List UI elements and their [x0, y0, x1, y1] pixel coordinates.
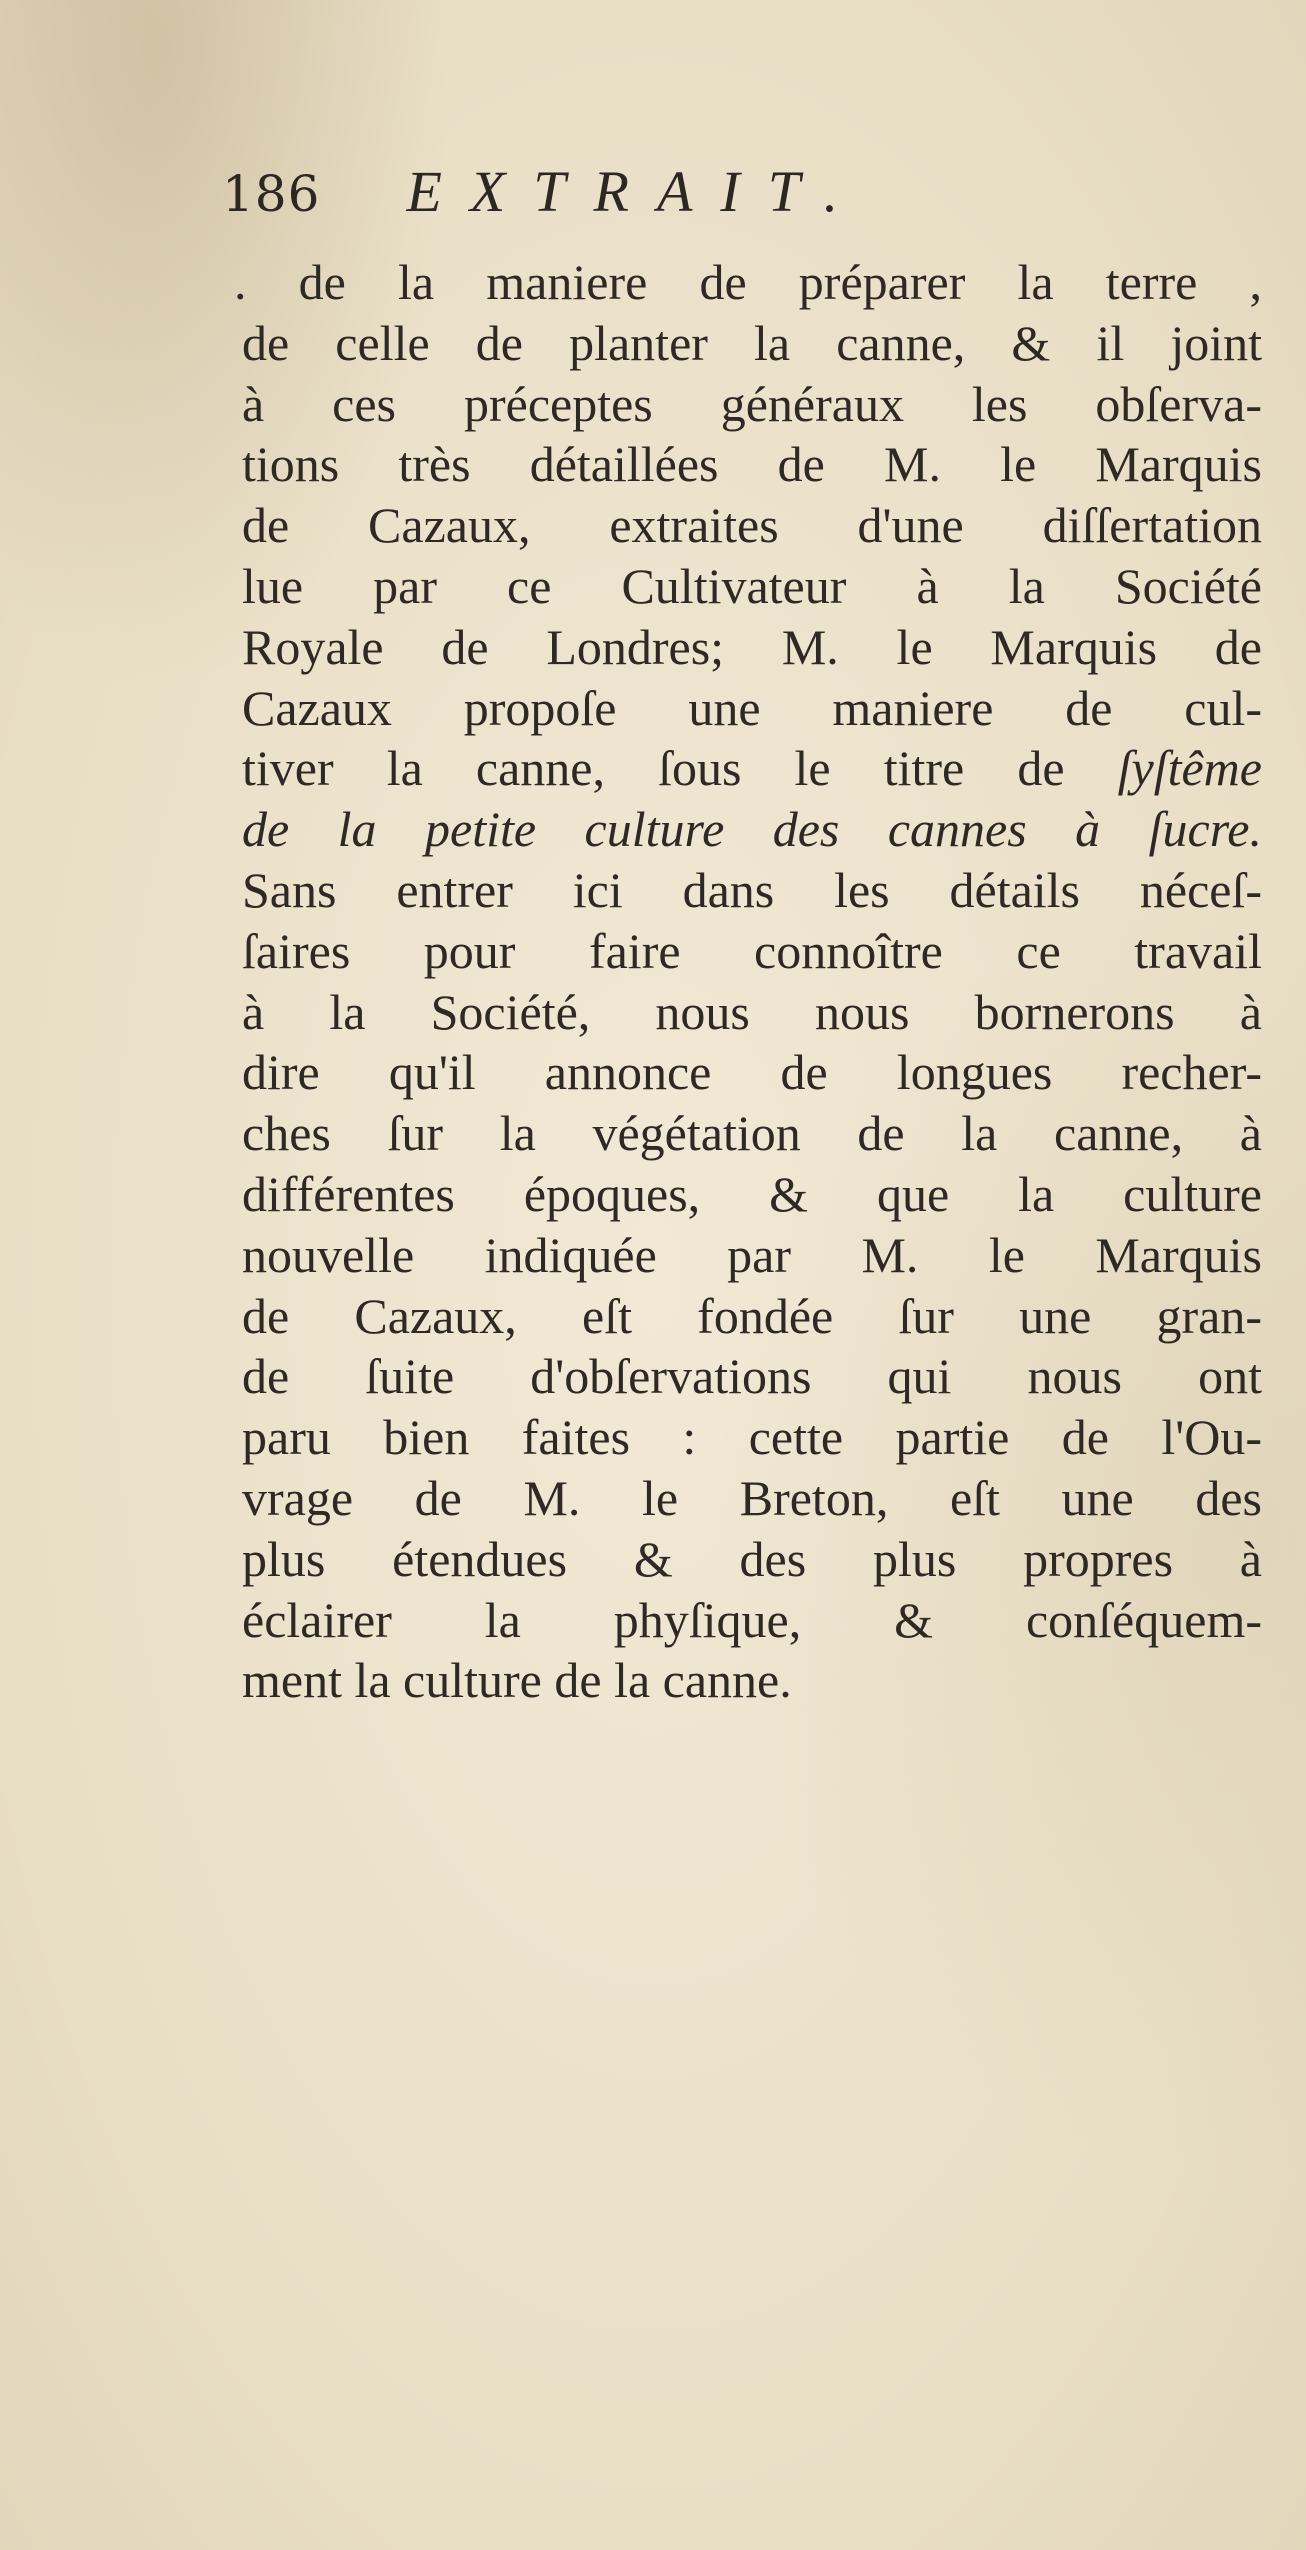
text-line: à ces préceptes généraux les obſerva- [242, 375, 1262, 432]
italic-text: ſyſtême [1117, 740, 1262, 797]
text-line [242, 799, 1262, 860]
text-line: ches ſur la végétation de la canne, à [242, 1105, 1262, 1162]
text-line: plus étendues & des plus propres à [242, 1530, 1262, 1587]
text-line: tions très détaillées de M. le Marquis [242, 436, 1262, 493]
page-number: 186 [222, 165, 321, 223]
text-line: à la Société, nous nous bornerons à [242, 983, 1262, 1040]
text-line: dire qu'il annonce de longues recher- [242, 1044, 1262, 1101]
text-line: Sans entrer ici dans les détails néceſ- [242, 861, 1262, 918]
text-line: de ſuite d'obſervations qui nous ont [242, 1348, 1262, 1405]
text-line: paru bien faites : cette partie de l'Ou- [242, 1409, 1262, 1466]
text-line: ment la culture de la canne. [242, 1652, 792, 1709]
text-line: Cazaux propoſe une maniere de cul- [242, 679, 1262, 736]
text-line: différentes époques, & que la culture [242, 1165, 1262, 1222]
text-line: de Cazaux, eſt fondée ſur une gran- [242, 1287, 1262, 1344]
text-line: Royale de Londres; M. le Marquis de [242, 618, 1262, 675]
running-head [222, 158, 866, 238]
text-line: nouvelle indiquée par M. le Marquis [242, 1226, 1262, 1283]
text-line: . de la maniere de préparer la terre , [234, 254, 1262, 310]
text-line: vrage de M. le Breton, eſt une des [242, 1469, 1262, 1526]
body-text [234, 252, 1262, 1711]
text-line: ſaires pour faire connoître ce travail [242, 922, 1262, 979]
text-line: éclairer la phyſique, & conſéquem- [242, 1591, 1262, 1648]
text-line: de Cazaux, extraites d'une diſſertation [242, 497, 1262, 554]
running-title: EXTRAIT. [406, 159, 867, 224]
text-line: lue par ce Cultivateur à la Société [242, 557, 1262, 614]
italic-text: de la petite culture des cannes à ſucre. [242, 801, 1262, 858]
text-line: tiver la canne, ſous le titre de ſyſtême [242, 740, 1262, 797]
text-line: de celle de planter la canne, & il joint [242, 314, 1262, 371]
